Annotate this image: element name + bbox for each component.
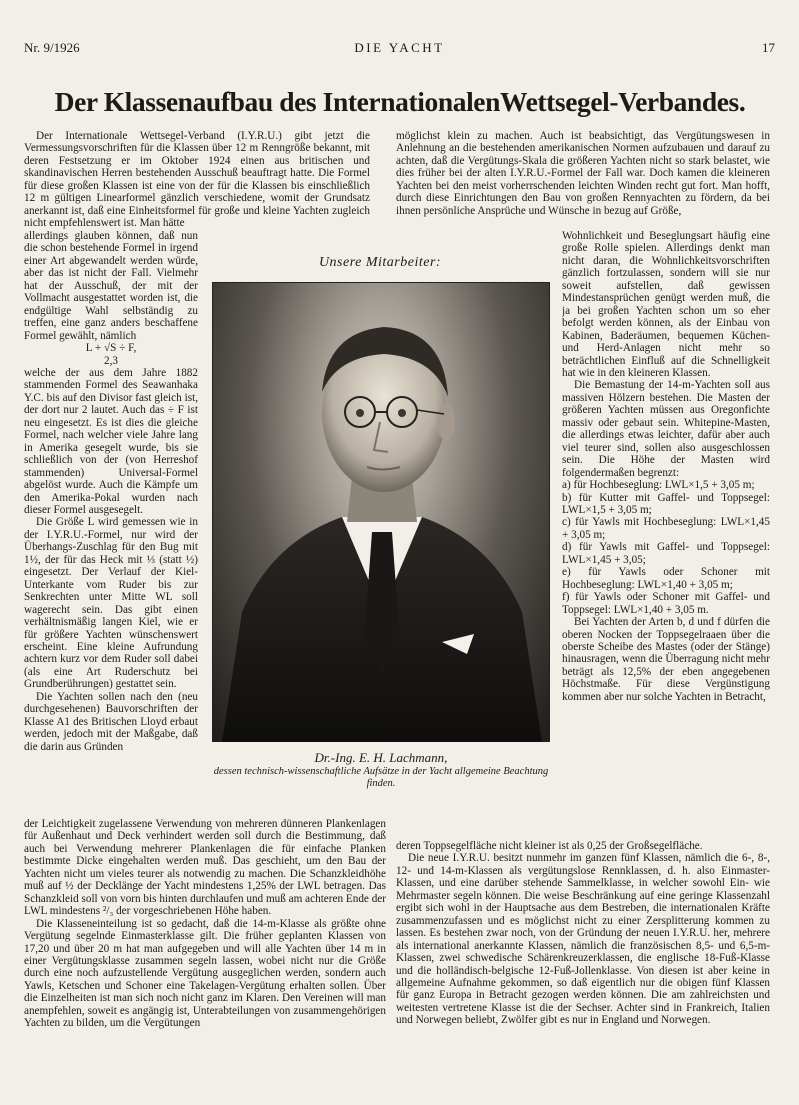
- list-item: a) für Hochbeseglung: LWL×1,5 + 3,05 m;: [562, 479, 755, 492]
- formula-divisor: 2,3: [104, 354, 118, 367]
- portrait-photo: [212, 282, 550, 742]
- article-column-2-bottom: [396, 840, 770, 1090]
- paragraph: Die Klasseneinteilung ist so gedacht, daß die 14-m-Klasse als größte ohne Vergütung segelnde Einmasterklasse gilt. Die früher geplanten Klassen von 17,20 und über 20 m hat man aufgegeben und will alle Yachten über 14 m in einer Vergütungsklasse zusammen segeln lassen, wobei nicht nur die Größe durch eine noch aufzustellende Vergütung ausgeglichen werden, sondern auch Yawls, Ketschen und Schoner eine Takelagen-Vergütung erhalten sollen. Über die Einzelheiten ist man sich noch nicht ganz im Klaren. Den Vereinen will man anempfehlen, soweit es angängig ist, Unterabteilungen von zusammengehörigen Yachten zu bilden, um die Vergütungen: [24, 917, 386, 1030]
- article-title: Der Klassenaufbau des InternationalenWettsegel-Verbandes.: [54, 86, 746, 117]
- paragraph: welche der aus dem Jahre 1882 stammenden Formel des Seawanhaka Y.C. bis auf den Divisor fast gleich ist, der dort nur 2 lautet. Auch das ÷ F ist neu eingesetzt. Es ist dies die gleiche Formel, nach welcher viele Jahre lang in Amerika gesegelt wurde, bis sie schließlich von der (von Herreshof stammenden) Universal-Formel abgelöst wurde. Auch die Kämpfe um den Amerika-Pokal wurden nach dieser Formel ausgesegelt.: [24, 366, 198, 516]
- article-column-1-top: [24, 130, 370, 230]
- paragraph: Die Bemastung der 14-m-Yachten soll aus massiven Hölzern bestehen. Die Masten der größeren Yachten müssen aus Oregonfichte massiv oder gebaut sein. Whitepine-Masten, die allerdings etwas leichter, dafür aber auch viel teurer sind, sollen also ausgeschlossen sein. Die Höhe der Masten wird folgendermaßen begrenzt:: [562, 379, 770, 479]
- article-column-2-top: [396, 130, 770, 230]
- magazine-name: DIE YACHT: [354, 40, 445, 55]
- paragraph: Die Yachten sollen nach den (neu durchgesehenen) Bauvorschriften der Klasse A1 des Britischen Lloyd erbaut werden, jedoch mit der Maßgabe, daß die darin aus Gründen: [24, 690, 198, 753]
- page-number: 17: [762, 40, 775, 55]
- portrait-illustration: [212, 282, 550, 742]
- paragraph: allerdings glauben können, daß nun die schon bestehende Formel in irgend einer Art abgewandelt werden würde, aber das ist nicht der Fall. Vielmehr hat der Ausschuß, der mit der Vollmacht ausgestattet worden ist, die endgültige Wahl selbständig zu treffen, eine ganz anders beschaffene Formel gewählt, nämlich: [24, 230, 198, 342]
- photo-caption-text: dessen technisch-wissenschaftliche Aufsätze in der Yacht allgemeine Beachtung finden.: [213, 766, 549, 789]
- list-item: e) für Yawls oder Schoner mit Hochbeseglung: LWL×1,40 + 3,05 m;: [562, 566, 770, 591]
- paragraph: deren Toppsegelfläche nicht kleiner ist als 0,25 der Großsegelfläche.: [396, 840, 703, 852]
- running-head: [24, 40, 775, 60]
- paragraph: möglichst klein zu machen. Auch ist beabsichtigt, das Vergütungswesen in Anlehnung an die bestehenden amerikanischen Normen aufzubauen und darauf zu achten, daß die Vergütungs-Skala die größeren Yachten nicht so stark belastet, wie dies früher bei der alten I.Y.R.U.-Formel der Fall war. Doch kamen die kleineren Yachten bei den meist vorherrschenden leichten Winden recht gut fort. Man hofft, durch diese Einrichtungen den Bau von großen Rennyachten zu fördern, da bei ihnen persönliche Ansprüche und Wünsche in bezug auf Größe,: [396, 130, 770, 217]
- sidebar-heading: Unsere Mitarbeiter:: [318, 255, 442, 270]
- formula: L + √S ÷ F,: [85, 342, 137, 355]
- article-column-2-narrow: [562, 230, 770, 830]
- paragraph: der Leichtigkeit zugelassene Verwendung von mehreren dünneren Plankenlagen für Außenhaut und Deck verhindert werden soll durch die Bestimmung, daß auch bei Verwendung mehrerer Plankenlagen die für einfache Planken bestimmte Dicke eingehalten werden muß. Das geschieht, um den Bau der Yachten nicht um vieles teurer als notwendig zu machen. Die Schanzkleidhöhe muß auf ½ der Decklänge der Yacht mindestens 1,25% der LWL betragen. Das Schanzkleid soll von vorn bis hinten durchlaufen und muß am achteren Ende der LWL mindestens ²/₃ der vorgeschriebenen Höhe haben.: [24, 818, 386, 918]
- paragraph: Wohnlichkeit und Beseglungsart häufig eine große Rolle spielen. Allerdings denkt man nicht daran, die Wohnlichkeitsvorschriften gänzlich fortzulassen, sondern will sie nur soweit aufstellen, daß gewissen Mindestansprüchen genügt werden muß, die ja bei großen Yachten schon um so eher befolgt werden können, als der Einbau von Kabinen, Baderäumen, bequemen Küchen- und Herd-Anlagen nicht mehr so beträchtlichen Einfluß auf die Schnelligkeit hat wie in den kleineren Klassen.: [562, 230, 770, 379]
- paragraph: Bei Yachten der Arten b, d und f dürfen die oberen Nocken der Toppsegelraaen über die oberste Scheibe des Mastes (oder der Stänge) hinausragen, wenn die Überragung nicht mehr beträgt als 12,5% der eben angegebenen Höchstmaße. Für diese Vergünstigung kommen aber nur solche Yachten in Betracht,: [562, 616, 770, 703]
- photo-caption: [212, 752, 550, 790]
- photo-caption-name: Dr.-Ing. E. H. Lachmann,: [314, 750, 448, 765]
- list-item: d) für Yawls mit Gaffel- und Toppsegel: LWL×1,45 + 3,05;: [562, 541, 770, 566]
- paragraph: Die neue I.Y.R.U. besitzt nunmehr im ganzen fünf Klassen, nämlich die 6-, 8-, 12- und 14-m-Klassen als vergütungslose Rennklassen, d. h. also Einmaster-Klassen, und eine darüber stehende Sammelklasse, in welcher sowohl Ein- wie Mehrmaster segeln können. Die weise Beschränkung auf eine geringe Klassenzahl ergibt sich wohl in der Hauptsache aus dem Bestreben, die internationalen Kräfte zusammenzufassen und es möglichst nicht zu einer Zersplitterung kommen zu lassen. Es bestehen zwar noch, von der Gründung der neuen I.Y.R.U. her, mehrere als international anerkannte Klassen, nämlich die französischen 8,5- und 6,5-m-Klassen, zwei schwedische Schärenkreuzerklassen, die englische 18-Fuß-Klasse und die holländisch-belgische 12-Fuß-Jollenklasse. Von diesen ist aber keine in allgemeine Aufnahme gekommen, so daß eigentlich nur die obigen fünf Klassen für ganz Europa in Betracht gezogen werden können. Die am zahlreichsten und weitesten vertretene Klasse ist die der Sechser. Achter sind in Frankreich, Italien und Norwegen beliebt, Zwölfer gibt es nur in England und Norwegen.: [396, 852, 770, 1027]
- issue-number: Nr. 9/1926: [24, 40, 80, 55]
- article-column-1-bottom: [24, 818, 386, 1088]
- list-item: f) für Yawls oder Schoner mit Gaffel- und Toppsegel: LWL×1,40 + 3,05 m.: [562, 591, 770, 616]
- paragraph: Die Größe L wird gemessen wie in der I.Y.R.U.-Formel, nur wird der Überhangs-Zuschlag für den Bug mit 1½, der für das Heck mit ⅓ (statt ½) eingesetzt. Der Verlauf der Kiel-Unterkante vom Ruder bis zur Senkrechten unter Mitte WL soll wagerecht sein. Das gibt einen verhältnismäßig langen Kiel, wie er für größere Yachten wünschenswert erscheint. Eine kleine Aufrundung achtern kurz vor dem Ruder soll dabei (als eine Art Ruderschutz bei Grundberührungen) gestattet sein.: [24, 516, 198, 691]
- article-column-1-narrow: [24, 230, 198, 815]
- paragraph: Der Internationale Wettsegel-Verband (I.Y.R.U.) gibt jetzt die Vermessungsvorschriften für die Klassen über 12 m Renngröße bekannt, mit deren Festsetzung er im Oktober 1924 einen aus britischen und skandinavischen Herren bestehenden Ausschuß beauftragt hatte. Die Formel für diese großen Klassen ist eine von der für die Klassen bis einschließlich 12 m gültigen Linearformel gänzlich verschiedene, womit der Grundsatz anerkannt ist, daß eine Einheitsformel für große und kleine Yachten zugleich nicht empfehlenswert ist. Man hätte: [24, 130, 370, 230]
- list-item: b) für Kutter mit Gaffel- und Toppsegel: LWL×1,5 + 3,05 m;: [562, 491, 770, 516]
- list-item: c) für Yawls mit Hochbeseglung: LWL×1,45 + 3,05 m;: [562, 516, 770, 541]
